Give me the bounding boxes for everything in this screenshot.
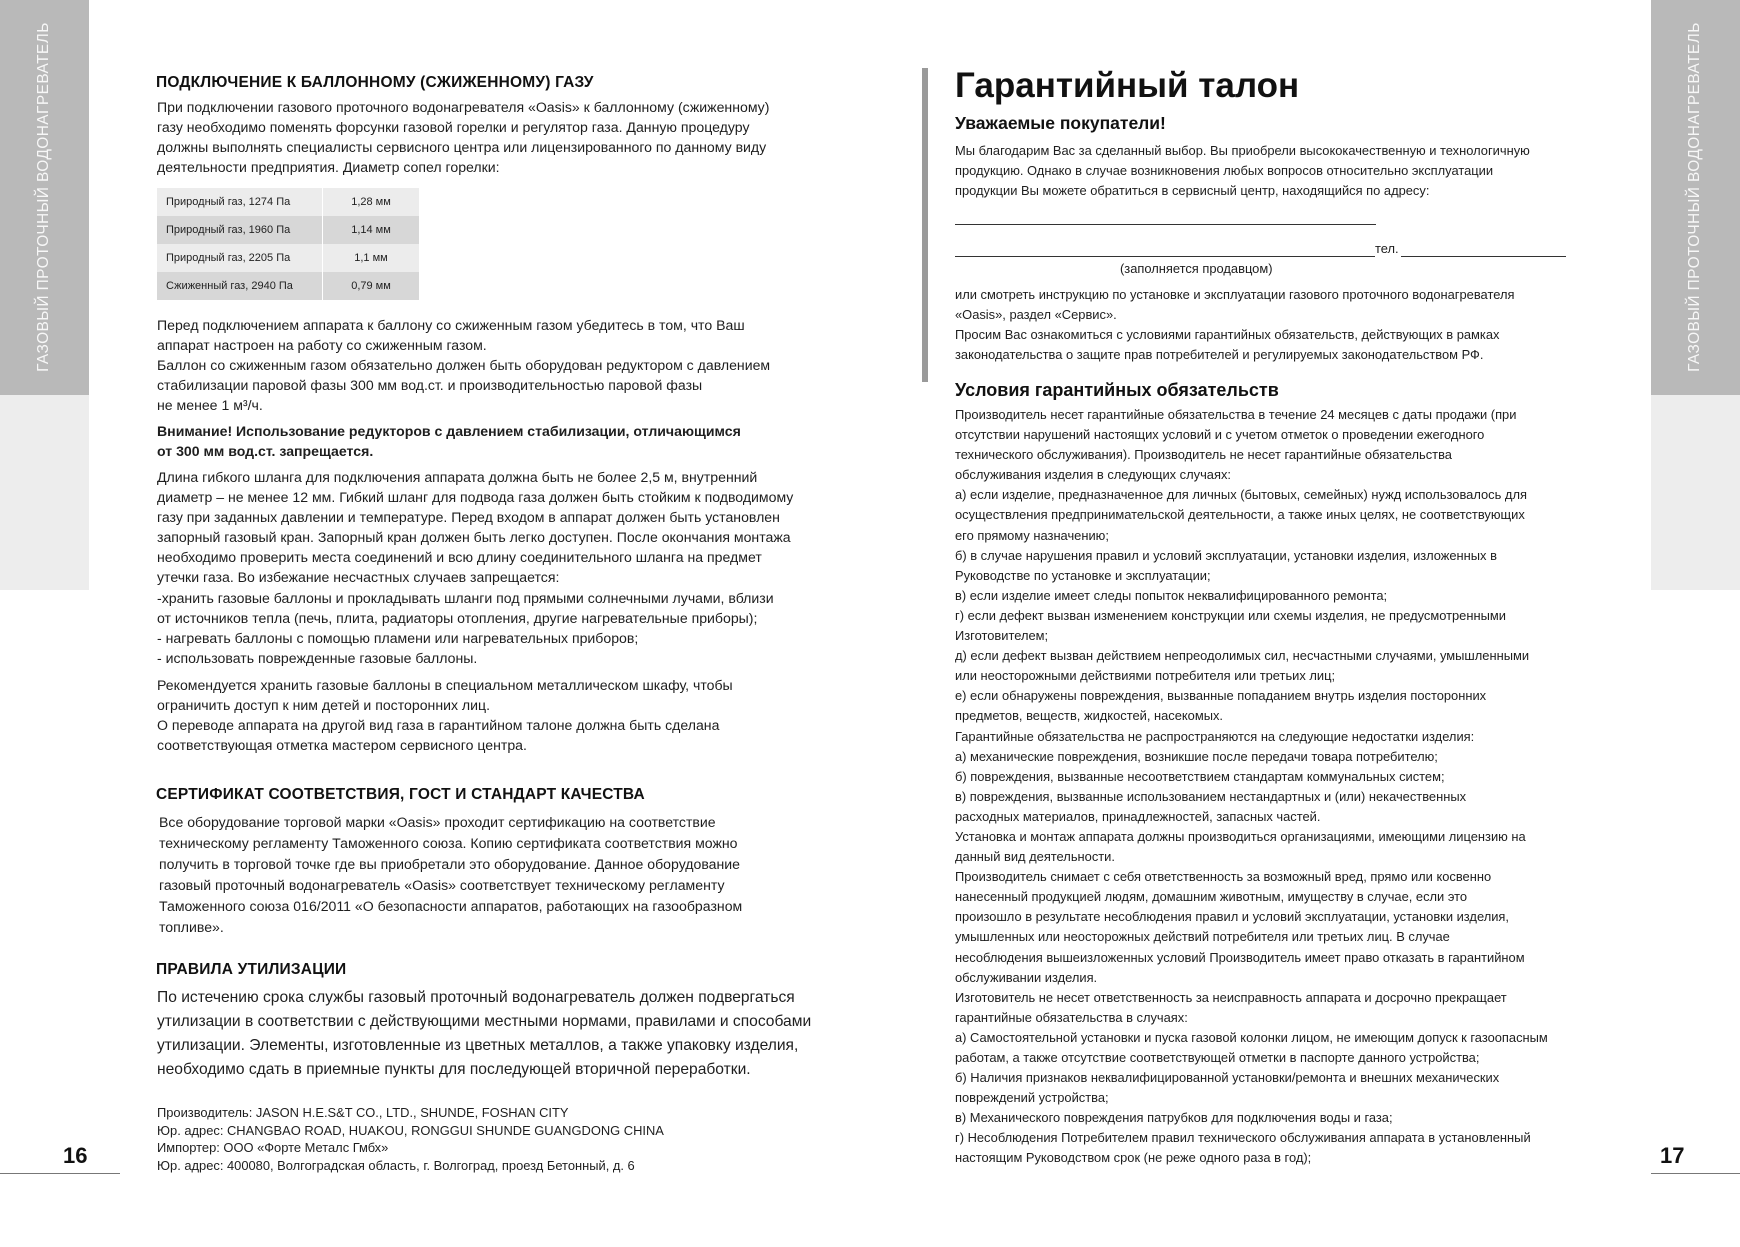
- text-line: обслуживания изделия в следующих случаях:: [955, 467, 1231, 483]
- text-line: газу необходимо поменять форсунки газовой горелки и регулятор газа. Данную процедуру: [157, 119, 750, 136]
- right-sidebar-tab: [1651, 0, 1740, 590]
- text-line: законодательства о защите прав потребителей и регулируемых законодательством РФ.: [955, 347, 1484, 363]
- text-line: или неосторожными действиями потребителя или третьих лиц;: [955, 668, 1336, 684]
- text-line: Таможенного союза 016/2011 «О безопасности аппаратов, работающих на газообразном: [159, 898, 743, 914]
- text-line: газу при заданных давлении и температуре. Перед входом в аппарат должен быть установлен: [157, 509, 780, 526]
- lpg-warning: [157, 421, 857, 461]
- text-line: стабилизации паровой фазы 300 мм вод.ст. и производительностью паровой фазы: [157, 377, 703, 394]
- text-line: б) повреждения, вызванные несоответствием стандартам коммунальных систем;: [955, 768, 1445, 784]
- lpg-intro: [157, 97, 857, 177]
- text-line: а) Самостоятельной установки и пуска газовой колонки лицом, не имеющим допуск к газоопасным: [955, 1029, 1548, 1045]
- text-line: Мы благодарим Вас за сделанный выбор. Вы приобрели высококачественную и технологичную: [955, 143, 1530, 158]
- text-line: соответствующая отметка мастером сервисного центра.: [157, 737, 527, 754]
- footer-line: Производитель: JASON H.E.S&T CO., LTD., SHUNDE, FOSHAN CITY: [157, 1105, 569, 1120]
- text-line: деятельности предприятия. Диаметр сопел горелки:: [157, 159, 500, 176]
- text-line: аппарат настроен на работу со сжиженным газом.: [157, 337, 487, 354]
- table-cell-gas: Природный газ, 1960 Па: [157, 216, 323, 244]
- text-line: а) механические повреждения, возникшие после передачи товара потребителю;: [955, 748, 1438, 764]
- right-sidebar-title: ГАЗОВЫЙ ПРОТОЧНЫЙ ВОДОНАГРЕВАТЕЛЬ: [1686, 22, 1703, 372]
- tel-label: тел.: [1375, 241, 1399, 256]
- warranty-intro-2: [955, 285, 1595, 365]
- text-line: газовый проточный водонагреватель «Oasis» соответствует техническому регламенту: [159, 877, 725, 893]
- section-heading-certificate: СЕРТИФИКАТ СООТВЕТСТВИЯ, ГОСТ И СТАНДАРТ КАЧЕСТВА: [156, 786, 645, 803]
- text-line: - нагревать баллоны с помощью пламени или нагревательных приборов;: [157, 629, 639, 646]
- text-line: техническому регламенту Таможенного союза. Копию сертификата соответствия можно: [159, 835, 738, 851]
- text-line: не менее 1 м³/ч.: [157, 397, 263, 414]
- warning-line: от 300 мм вод.ст. запрещается.: [157, 443, 374, 460]
- conditions-text: [955, 405, 1605, 1169]
- address-line-2: [955, 256, 1375, 257]
- text-line: продукции Вы можете обратиться в сервисный центр, находящийся по адресу:: [955, 183, 1430, 199]
- text-line: г) если дефект вызван изменением конструкции или схемы изделия, не предусмотренными: [955, 607, 1506, 623]
- text-line: обслуживании изделия.: [955, 969, 1098, 985]
- text-line: диаметр – не менее 12 мм. Гибкий шланг для подвода газа должен быть стойким к подводимому: [157, 489, 794, 506]
- text-line: от источников тепла (печь, плита, радиаторы отопления, другие нагревательные приборы);: [157, 609, 758, 626]
- text-line: несоблюдения вышеизложенных условий Производитель имеет право отказать в гарантийном: [955, 949, 1525, 965]
- text-line: необходимо проверить места соединений и всю длину соединительного шланга на предмет: [157, 549, 762, 566]
- table-row: [157, 244, 419, 272]
- text-line: его прямому назначению;: [955, 527, 1109, 543]
- text-line: топливе».: [159, 919, 224, 935]
- lpg-para-2: [157, 315, 857, 415]
- tel-line: [1401, 256, 1566, 257]
- text-line: ограничить доступ к ним детей и посторонних лиц.: [157, 697, 491, 714]
- text-line: получить в торговой точке где вы приобретали это оборудование. Данное оборудование: [159, 856, 741, 872]
- warranty-intro: [955, 141, 1595, 201]
- text-line: необходимо сдать в приемные пункты для последующей вторичной переработки.: [157, 1061, 751, 1078]
- text-line: Перед подключением аппарата к баллону со сжиженным газом убедитесь в том, что Ваш: [157, 317, 745, 333]
- text-line: а) если изделие, предназначенное для личных (бытовых, семейных) нужд использовалось для: [955, 487, 1527, 503]
- text-line: в) если изделие имеет следы попыток неквалифицированного ремонта;: [955, 587, 1388, 603]
- text-line: Рекомендуется хранить газовые баллоны в специальном металлическом шкафу, чтобы: [157, 677, 733, 693]
- left-sidebar-tab: [0, 0, 89, 590]
- text-line: Гарантийные обязательства не распространяются на следующие недостатки изделия:: [955, 728, 1475, 744]
- left-page-rule: [0, 1173, 120, 1174]
- text-line: -хранить газовые баллоны и прокладывать шланги под прямыми солнечными лучами, вблизи: [157, 589, 774, 606]
- text-line: осуществления предпринимательской деятельности, а также иных целях, не соответствующих: [955, 507, 1525, 523]
- manufacturer-footer: [157, 1104, 857, 1174]
- text-line: запорный газовый кран. Запорный кран должен быть легко доступен. После окончания монтажа: [157, 529, 791, 546]
- text-line: Просим Вас ознакомиться с условиями гарантийных обязательств, действующих в рамках: [955, 327, 1500, 343]
- disposal-text: [157, 986, 857, 1082]
- text-line: технического обслуживания). Производитель не несет гарантийные обязательства: [955, 447, 1452, 463]
- text-line: «Oasis», раздел «Сервис».: [955, 307, 1117, 323]
- text-line: При подключении газового проточного водонагревателя «Oasis» к баллонному (сжиженному): [157, 99, 770, 115]
- table-cell-value: 1,1 мм: [323, 244, 420, 272]
- text-line: данный вид деятельности.: [955, 849, 1115, 865]
- lpg-para-3: [157, 467, 857, 668]
- footer-line: Импортер: ООО «Форте Металс Гмбх»: [157, 1140, 389, 1155]
- text-line: - использовать поврежденные газовые баллоны.: [157, 649, 478, 666]
- table-cell-value: 1,14 мм: [323, 216, 420, 244]
- text-line: расходных материалов, принадлежностей, запасных частей.: [955, 808, 1321, 824]
- table-row: [157, 216, 419, 244]
- right-sidebar-tab-dark: [1651, 0, 1740, 395]
- text-line: утилизации. Элементы, изготовленные из цветных металлов, а также упаковку изделия,: [157, 1037, 799, 1054]
- text-line: умышленных или неосторожных действий потребителя или третьих лиц. В случае: [955, 929, 1450, 945]
- text-line: предметов, веществ, жидкостей, насекомых.: [955, 708, 1224, 724]
- section-heading-lpg: ПОДКЛЮЧЕНИЕ К БАЛЛОННОМУ (СЖИЖЕННОМУ) ГАЗУ: [156, 74, 594, 91]
- text-line: нанесенный продукцией людям, домашним животным, имуществу в случае, если это: [955, 889, 1468, 905]
- text-line: Руководстве по установке и эксплуатации;: [955, 567, 1211, 583]
- conditions-heading: Условия гарантийных обязательств: [955, 380, 1279, 400]
- text-line: гарантийные обязательства в случаях:: [955, 1009, 1188, 1025]
- text-line: повреждений устройства;: [955, 1090, 1109, 1106]
- table-cell-value: 1,28 мм: [323, 188, 420, 216]
- table-row: [157, 272, 419, 300]
- text-line: отсутствии нарушений настоящих условий и с учетом отметок о проведении ежегодного: [955, 427, 1485, 443]
- left-sidebar-title: ГАЗОВЫЙ ПРОТОЧНЫЙ ВОДОНАГРЕВАТЕЛЬ: [35, 22, 52, 372]
- warning-line: Внимание! Использование редукторов с давлением стабилизации, отличающимся: [157, 423, 741, 439]
- right-page-number: 17: [1660, 1143, 1685, 1168]
- text-line: Установка и монтаж аппарата должны производиться организациями, имеющими лицензию на: [955, 828, 1526, 844]
- text-line: По истечению срока службы газовый проточный водонагреватель должен подвергаться: [157, 989, 795, 1006]
- text-line: Изготовителем;: [955, 628, 1049, 644]
- left-sidebar-tab-dark: [0, 0, 89, 395]
- text-line: продукцию. Однако в случае возникновения любых вопросов относительно эксплуатации: [955, 163, 1494, 179]
- filled-by-seller-note: (заполняется продавцом): [1120, 261, 1273, 276]
- left-page-number: 16: [63, 1143, 88, 1168]
- text-line: д) если дефект вызван действием непреодолимых сил, несчастными случаями, умышленными: [955, 648, 1530, 664]
- table-cell-value: 0,79 мм: [323, 272, 420, 300]
- lpg-para-4: [157, 675, 857, 755]
- text-line: г) Несоблюдения Потребителем правил технического обслуживания аппарата в установленный: [955, 1130, 1531, 1146]
- text-line: б) в случае нарушения правил и условий эксплуатации, установки изделия, изложенных в: [955, 547, 1497, 563]
- text-line: Длина гибкого шланга для подключения аппарата должна быть не более 2,5 м, внутренний: [157, 469, 758, 485]
- text-line: настоящим Руководством срок (не реже одного раза в год);: [955, 1150, 1312, 1166]
- text-line: б) Наличия признаков неквалифицированной установки/ремонта и внешних механических: [955, 1070, 1500, 1086]
- table-cell-gas: Природный газ, 1274 Па: [157, 188, 323, 216]
- text-line: в) Механического повреждения патрубков для подключения воды и газа;: [955, 1110, 1393, 1126]
- title-accent-bar: [922, 68, 928, 382]
- table-row: [157, 188, 419, 216]
- right-page-rule: [1651, 1173, 1740, 1174]
- text-line: в) повреждения, вызванные использованием нестандартных и (или) некачественных: [955, 788, 1467, 804]
- text-line: Производитель снимает с себя ответственность за возможный вред, прямо или косвенно: [955, 869, 1492, 885]
- table-cell-gas: Сжиженный газ, 2940 Па: [157, 272, 323, 300]
- nozzle-diameter-table: [157, 188, 419, 300]
- text-line: Производитель несет гарантийные обязательства в течение 24 месяцев с даты продажи (при: [955, 407, 1517, 422]
- text-line: утилизации в соответствии с действующими местными нормами, правилами и способами: [157, 1013, 812, 1030]
- table-cell-gas: Природный газ, 2205 Па: [157, 244, 323, 272]
- text-line: Баллон со сжиженным газом обязательно должен быть оборудован редуктором с давлением: [157, 357, 771, 374]
- text-line: е) если обнаружены повреждения, вызванные попаданием внутрь изделия посторонних: [955, 688, 1487, 704]
- text-line: Все оборудование торговой марки «Oasis» проходит сертификацию на соответствие: [159, 814, 716, 830]
- address-line-1: [955, 224, 1376, 225]
- text-line: должны выполнять специалисты сервисного центра или лицензированного по данному виду: [157, 139, 767, 156]
- footer-line: Юр. адрес: 400080, Волгоградская область, г. Волгоград, проезд Бетонный, д. 6: [157, 1157, 635, 1173]
- footer-line: Юр. адрес: CHANGBAO ROAD, HUAKOU, RONGGUI SHUNDE GUANGDONG CHINA: [157, 1122, 664, 1138]
- text-line: утечки газа. Во избежание несчастных случаев запрещается:: [157, 569, 560, 586]
- warranty-subtitle: Уважаемые покупатели!: [955, 113, 1166, 133]
- text-line: О переводе аппарата на другой вид газа в гарантийном талоне должна быть сделана: [157, 717, 720, 734]
- warranty-title: Гарантийный талон: [955, 66, 1300, 105]
- section-heading-disposal: ПРАВИЛА УТИЛИЗАЦИИ: [156, 961, 347, 978]
- text-line: или смотреть инструкцию по установке и эксплуатации газового проточного водонагревателя: [955, 287, 1515, 302]
- text-line: произошло в результате несоблюдения правил и условий эксплуатации, установки изделия,: [955, 909, 1509, 925]
- text-line: Изготовитель не несет ответственность за неисправность аппарата и досрочно прекращает: [955, 989, 1507, 1005]
- text-line: работам, а также отсутствие соответствующей отметки в паспорте данного устройства;: [955, 1050, 1480, 1065]
- certificate-text: [159, 812, 859, 938]
